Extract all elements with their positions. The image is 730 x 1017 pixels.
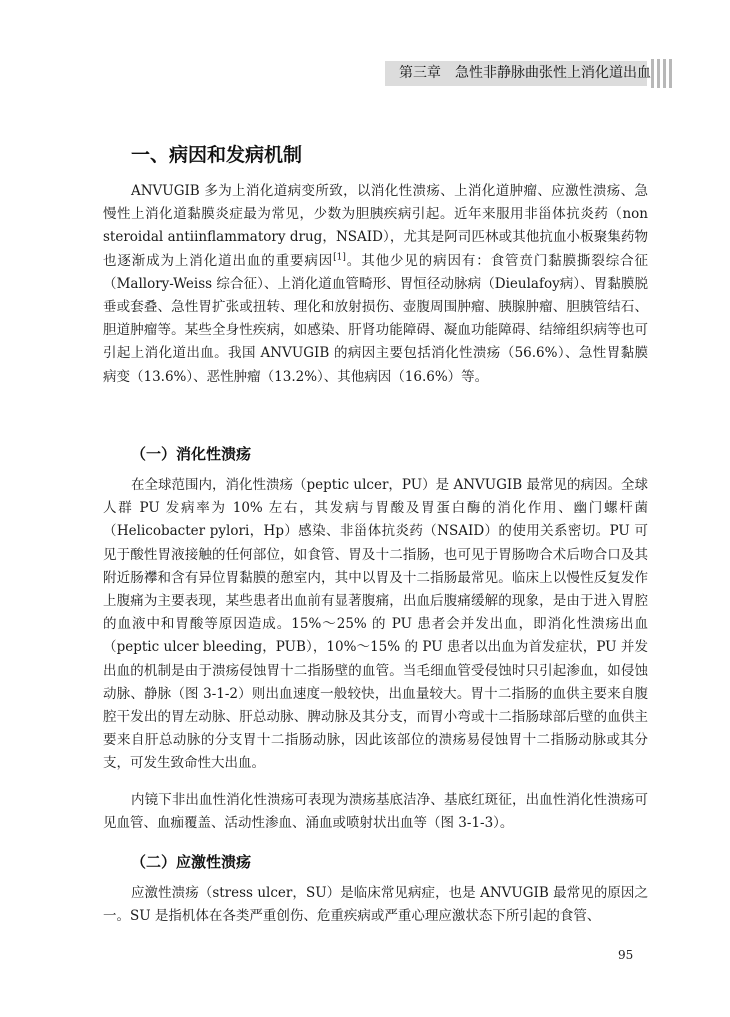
chapter-number: 第三章 [399, 65, 441, 81]
subsection-title-peptic-ulcer: （一）消化性溃疡 [131, 445, 252, 463]
subsection-title-stress-ulcer: （二）应激性溃疡 [131, 853, 252, 871]
paragraph-endoscopy: 内镜下非出血性消化性溃疡可表现为溃疡基底洁净、基底红斑征，出血性消化性溃疡可见血管、血痂覆盖、活动性渗血、涌血或喷射状出血等（图 3-1-3）。 [103, 792, 648, 832]
header-stripe [669, 59, 672, 88]
section-title: 一、病因和发病机制 [131, 144, 303, 166]
citation: [1] [333, 252, 346, 263]
header-stripe [651, 59, 654, 88]
header-stripe [657, 59, 660, 88]
header-stripe [663, 59, 666, 88]
chapter-title: 急性非静脉曲张性上消化道出血 [455, 65, 651, 81]
page-number: 95 [618, 948, 634, 962]
paragraph-stress-ulcer: 应激性溃疡（stress ulcer，SU）是临床常见病症，也是 ANVUGIB 最常见的原因之一。SU 是指机体在各类严重创伤、危重疾病或严重心理应激状态下所引起的食管、 [103, 885, 648, 925]
paragraph-peptic-ulcer: 在全球范围内，消化性溃疡（peptic ulcer，PU）是 ANVUGIB 最常见的病因。全球人群 PU 发病率为 10% 左右，其发病与胃酸及胃蛋白酶的消化作用、幽门螺杆菌（Helicobacter pylori，Hp）感染、非甾体抗炎药（NSAID）的使用关系密切。PU 可见于酸性胃液接触的任何部位，如食管、胃及十二指肠，也可见于胃肠吻合术后吻合口及其附近肠襻和含有异位胃黏膜的憩室内，其中以胃及十二指肠最常见。临床上以慢性反复发作上腹痛为主要表现，某些患者出血前有显著腹痛，出血后腹痛缓解的现象，是由于进入胃腔的血液中和胃酸等原因造成。15%～25% 的 PU 患者会并发出血，即消化性溃疡出血（peptic ulcer bleeding，PUB），10%～15% 的 PU 患者以出血为首发症状，PU 并发出血的机制是由于溃疡侵蚀胃十二指肠壁的血管。当毛细血管受侵蚀时只引起渗血，如侵蚀动脉、静脉（图 3-1-2）则出血速度一般较快，出血量较大。胃十二指肠的血供主要来自腹腔干发出的胃左动脉、肝总动脉、脾动脉及其分支，而胃小弯或十二指肠球部后壁的血供主要来自肝总动脉的分支胃十二指肠动脉，因此该部位的溃疡易侵蚀胃十二指肠动脉或其分支，可发生致命性大出血。 [103, 477, 648, 772]
paragraph-text: 。其他少见的病因有：食管贲门黏膜撕裂综合征（Mallory-Weiss 综合征）、上消化道血管畸形、胃恒径动脉病（Dieulafoy病）、胃黏膜脱垂或套叠、急性胃扩张或扭转、理化和放射损伤、壶腹周围肿瘤、胰腺肿瘤、胆胰管结石、胆道肿瘤等。某些全身性疾病，如感染、肝肾功能障碍、凝血功能障碍、结缔组织病等也可引起上消化道出血。我国 ANVUGIB 的病因主要包括消化性溃疡（56.6%）、急性胃黏膜病变（13.6%）、恶性肿瘤（13.2%）、其他病因（16.6%）等。 [103, 252, 649, 385]
chapter-header [385, 61, 651, 86]
paragraph-text: ANVUGIB 多为上消化道病变所致，以消化性溃疡、上消化道肿瘤、应激性溃疡、急慢性上消化道黏膜炎症最为常见，少数为胆胰疾病引起。近年来服用非甾体抗炎药（non steroidal antiinflammatory drug，NSAID），尤其是阿司匹林或其他抗血小板聚集药物也逐渐成为上消化道出血的重要病因 [103, 183, 648, 269]
paragraph-etiology [103, 180, 648, 389]
